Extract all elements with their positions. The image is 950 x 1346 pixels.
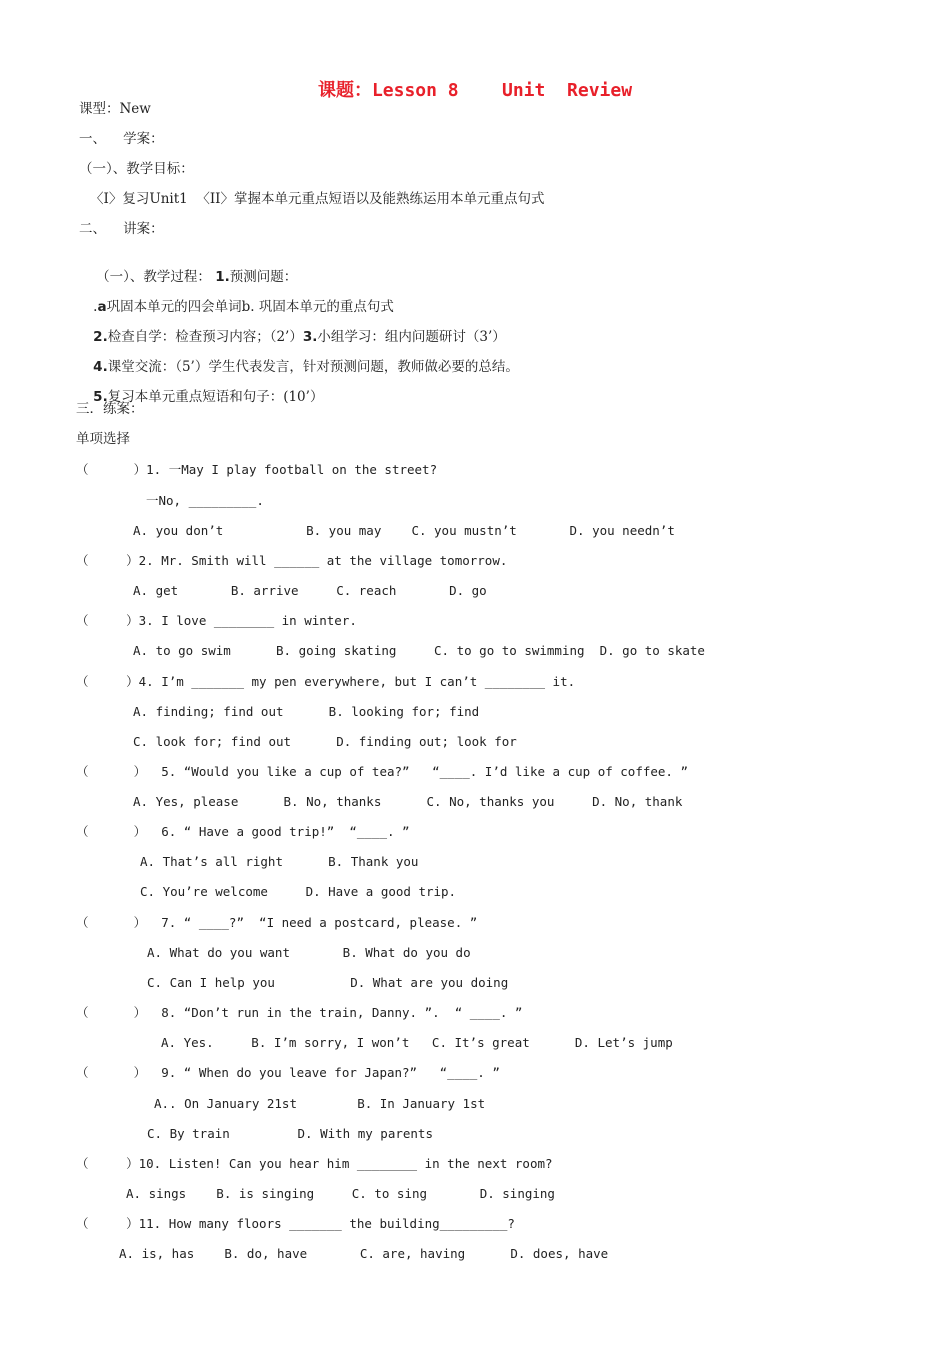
teaching-goals-heading: （一）、教学目标： — [79, 161, 194, 177]
question-answer-line: 一No, _________. — [146, 493, 264, 508]
section-heading-lecture-plan: 二、 讲案： — [79, 221, 164, 237]
question-options: A. you don’t B. you may C. you mustn’t D. you needn’t — [133, 523, 675, 538]
question-options: A.. On January 21st B. In January 1st — [154, 1096, 486, 1111]
question-options: A. to go swim B. going skating C. to go to swimming D. go to skate — [133, 643, 705, 658]
step-number: 1. — [215, 269, 230, 285]
question-options: C. look for; find out D. finding out; look for — [133, 734, 517, 749]
question-options: A. finding; find out B. looking for; find — [133, 704, 480, 719]
teaching-process-heading: （一）、教学过程： — [96, 269, 211, 285]
step-number: 2. — [93, 329, 108, 345]
question-stem: （ ）3. I love ________ in winter. — [76, 613, 357, 628]
step-letter: a — [97, 299, 107, 315]
question-stem: （ ）2. Mr. Smith will ______ at the village tomorrow. — [76, 553, 508, 568]
step-text: 检查自学：检查预习内容；（2’） — [107, 329, 303, 345]
section-heading-study-plan: 一、 学案： — [79, 131, 164, 147]
question-options: A. get B. arrive C. reach D. go — [133, 583, 487, 598]
step-text: 小组学习：组内问题研讨（3’） — [317, 329, 506, 345]
question-options: C. Can I help you D. What are you doing — [147, 975, 509, 990]
step-number: 3. — [302, 329, 318, 345]
question-stem: （ ） 7. “ ____?” “I need a postcard, please. ” — [76, 915, 478, 930]
question-stem: （ ） 8. “Don’t run in the train, Danny. ”. “ ____. ” — [76, 1005, 523, 1020]
page-title: 课题：Lesson 8 Unit Review — [317, 80, 633, 101]
question-options: A. That’s all right B. Thank you — [140, 854, 419, 869]
step-text: 课堂交流：（5’）学生代表发言，针对预测问题，教师做必要的总结。 — [107, 359, 519, 375]
lesson-type: 课型：New — [79, 101, 151, 117]
question-options: A. is, has B. do, have C. are, having D. does, have — [119, 1246, 609, 1261]
step-text: 预测问题： — [229, 269, 298, 285]
step-prefix: . — [93, 299, 98, 315]
step-number: 5. — [93, 389, 108, 405]
question-stem: （ ）4. I’m _______ my pen everywhere, but I can’t ________ it. — [76, 674, 576, 689]
question-options: C. By train D. With my parents — [147, 1126, 433, 1141]
question-stem: （ ） 5. “Would you like a cup of tea?” “____. I’d like a cup of coffee. ” — [76, 764, 688, 779]
question-stem: （ ）10. Listen! Can you hear him ________ in the next room? — [76, 1156, 553, 1171]
question-stem: （ ） 9. “ When do you leave for Japan?” “____. ” — [76, 1065, 500, 1080]
multiple-choice-heading: 单项选择 — [76, 431, 130, 447]
step-number: 4. — [93, 359, 108, 375]
question-options: A. What do you want B. What do you do — [147, 945, 471, 960]
question-stem: （ ）1. 一May I play football on the street? — [76, 462, 438, 477]
question-options: A. Yes, please B. No, thanks C. No, thanks you D. No, thank — [133, 794, 683, 809]
step-text: 巩固本单元的四会单词b. 巩固本单元的重点句式 — [106, 299, 394, 315]
question-options: A. Yes. B. I’m sorry, I won’t C. It’s great D. Let’s jump — [161, 1035, 673, 1050]
question-stem: （ ） 6. “ Have a good trip!” “____. ” — [76, 824, 410, 839]
section-heading-practice: 三．练案： — [76, 401, 144, 417]
question-options: C. You’re welcome D. Have a good trip. — [140, 884, 457, 899]
step-text: 复习本单元重点短语和句子：(10’） — [107, 389, 324, 405]
question-stem: （ ）11. How many floors _______ the building_________? — [76, 1216, 515, 1231]
question-options: A. sings B. is singing C. to sing D. singing — [126, 1186, 555, 1201]
teaching-goals-text: 〈I〉复习Unit1 〈II〉掌握本单元重点短语以及能熟练运用本单元重点句式 — [90, 191, 545, 207]
